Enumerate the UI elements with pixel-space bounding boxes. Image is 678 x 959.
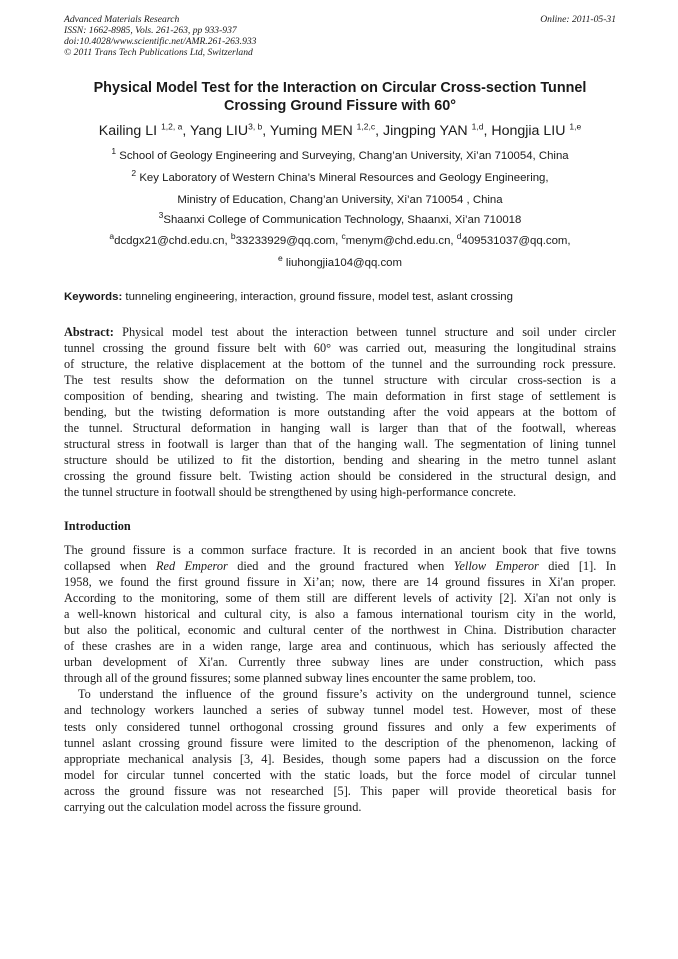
abstract-line: The test results show the deformation on the tunnel structure with circular cross-section is a	[64, 373, 616, 388]
email-separator: ,	[567, 235, 571, 247]
author-name: Yang LIU	[189, 123, 249, 139]
author-superscript: 1,d	[471, 121, 484, 132]
abstract-line: bending, but the twisting deformation is more outstanding after the void appears at the bottom of	[64, 405, 616, 420]
running-header	[64, 14, 616, 58]
author-superscript: 3, b	[248, 121, 263, 132]
author-name: Hongjia LIU	[491, 123, 566, 139]
body-line: According to the monitoring, some of them still are different levels of activity [2]. Xi'an not only is	[64, 591, 616, 606]
abstract-line	[64, 324, 616, 340]
abstract-line: the tunnel structure in footwall should be strengthened by using high-performance concrete.	[64, 485, 517, 500]
author-list	[20, 122, 660, 140]
author-separator: ,	[375, 123, 383, 139]
title-line: Crossing Ground Fissure with 60°	[223, 97, 457, 114]
email-superscript: b	[230, 231, 236, 242]
author-superscript: 1,e	[569, 121, 582, 132]
body-line: across the ground fissure was not researched [5]. This paper will provide theoretical basis for	[64, 783, 616, 798]
body-line: through all of the ground fissures; some planned subway lines encounter the same problem, too.	[64, 671, 536, 686]
issn-line: ISSN: 1662-8985, Vols. 261-263, pp 933-937	[64, 25, 237, 36]
keywords-text: tunneling engineering, interaction, ground fissure, model test, aslant crossing	[125, 291, 513, 303]
paper-title	[40, 80, 640, 115]
email-list	[20, 231, 660, 248]
affiliation-2-continued	[20, 193, 660, 207]
title-line: Physical Model Test for the Interaction on Circular Cross-section Tunnel	[93, 80, 587, 96]
body-text: died and the ground fractured when	[227, 559, 454, 574]
body-line: but also the political, economic and cultural center of the northwest in China. Distribution character	[64, 623, 616, 638]
email-list-continued	[20, 253, 660, 270]
author-separator: ,	[182, 123, 190, 139]
affiliation-1	[20, 146, 660, 163]
abstract-label: Abstract:	[64, 325, 114, 339]
body-line: of these crashes are in a widen range, large area and continuous, which has seriously affected the	[64, 639, 616, 654]
body-line: carrying out the calculation model across the fissure ground.	[64, 799, 362, 814]
author	[270, 123, 383, 139]
abstract-line: structural stress in footwall is larger than that of the hanging wall. The segmentation of lining tunnel	[64, 437, 616, 452]
abstract-line: the tunnel. Structural deformation in hanging wall is larger than that of the footwall, whereas	[64, 421, 616, 436]
body-line: 1958, we found the first ground fissure in Xi’an; now, there are 14 ground fissures in Xi'an proper.	[64, 575, 616, 590]
journal-name: Advanced Materials Research	[64, 14, 180, 25]
body-line: urban development of Xi'an. Currently three subway lines are under construction, which pass	[64, 655, 616, 670]
keywords	[64, 290, 616, 304]
author-separator: ,	[262, 123, 270, 139]
abstract-text: Physical model test about the interaction between tunnel structure and soil under circler	[113, 325, 616, 339]
copyright-line: © 2011 Trans Tech Publications Ltd, Switzerland	[64, 47, 253, 58]
author-superscript: 1,2,c	[356, 121, 376, 132]
abstract-line: structure should be utilized to fit the distortion, bending and shearing in the metro tunnel aslant	[64, 453, 616, 468]
online-date: Online: 2011-05-31	[540, 14, 616, 25]
abstract-line: of structure, the relative displacement at the bottom of the tunnel and the surrounding rock pressure.	[64, 357, 616, 372]
body-text: died [1]. In	[538, 559, 616, 574]
body-line: and technology workers launched a series of subway tunnel model test. However, most of these	[64, 703, 616, 718]
author	[491, 123, 581, 139]
author-name: Kailing LI	[98, 123, 158, 139]
author-name: Jingping YAN	[383, 123, 468, 139]
section-heading: Introduction	[64, 519, 131, 533]
author	[383, 123, 491, 139]
email-address: 33233929@qq.com	[235, 235, 336, 247]
emphasis: Yellow Emperor	[453, 559, 539, 574]
body-line: appropriate mechanical analysis [3, 4]. Besides, though some papers had a discussion on the force	[64, 751, 616, 766]
email-superscript: e	[278, 253, 283, 264]
keywords-label: Keywords:	[64, 291, 123, 303]
body-line: The ground fissure is a common surface fracture. It is recorded in an ancient book that five towns	[64, 543, 616, 557]
email-superscript: c	[341, 231, 346, 242]
email-address: 409531037@qq.com	[461, 235, 568, 247]
author-superscript: 1,2, a	[161, 121, 183, 132]
abstract-line: composition of bending, shearing and twisting. The main deformation in first stage of settlement is	[64, 389, 616, 404]
author-name: Yuming MEN	[269, 123, 353, 139]
email-address: dcdgx21@chd.edu.cn	[114, 235, 225, 247]
body-line: To understand the influence of the ground fissure’s activity on the underground tunnel, science	[78, 687, 616, 702]
body-line: tunnel aslant crossing ground fissure were limited to the description of the phenomenon, lacking of	[64, 735, 616, 750]
email-separator: ,	[224, 235, 231, 247]
email-separator: ,	[450, 235, 457, 247]
body-text: collapsed when	[64, 559, 156, 574]
email-superscript: d	[456, 231, 462, 242]
affiliation-text: School of Geology Engineering and Surveying, Chang’an University, Xi’an 710054, China	[119, 150, 569, 162]
abstract	[64, 324, 616, 501]
email-superscript: a	[109, 231, 115, 242]
author	[190, 123, 270, 139]
author-separator: ,	[483, 123, 492, 139]
affiliation-superscript: 3	[158, 210, 164, 221]
author	[99, 123, 190, 139]
email-separator: ,	[335, 235, 342, 247]
email-address: liuhongjia104@qq.com	[285, 257, 402, 269]
affiliation-text: Shaanxi College of Communication Technology, Shaanxi, Xi’an 710018	[163, 214, 522, 226]
body-line	[64, 558, 616, 574]
affiliation-text: Ministry of Education, Chang’an University, Xi’an 710054 , China	[177, 194, 503, 206]
introduction-body	[64, 542, 616, 815]
abstract-line: tunnel crossing the ground fissure belt with 60° was carried out, measuring the longitudinal strains	[64, 341, 616, 356]
body-line: a well-known historical and cultural city, is also a famous international tourism city in the world,	[64, 607, 616, 622]
affiliation-text: Key Laboratory of Western China’s Mineral Resources and Geology Engineering,	[139, 172, 549, 184]
body-line: tests only considered tunnel orthogonal crossing ground fissures and only a few experiments of	[64, 719, 616, 734]
affiliation-superscript: 2	[131, 168, 137, 179]
abstract-line: crossing the ground fissure belt. Twisting action should be considered in the structural design, and	[64, 469, 616, 484]
emphasis: Red Emperor	[155, 559, 228, 574]
affiliation-2	[20, 168, 660, 185]
email-address: menym@chd.edu.cn	[345, 235, 451, 247]
body-line: model for circular tunnel concerted with the static loads, but the force model of circular tunnel	[64, 767, 616, 782]
affiliation-superscript: 1	[111, 146, 117, 157]
doi-line: doi:10.4028/www.scientific.net/AMR.261-263.933	[64, 36, 257, 47]
affiliation-3	[20, 210, 660, 227]
